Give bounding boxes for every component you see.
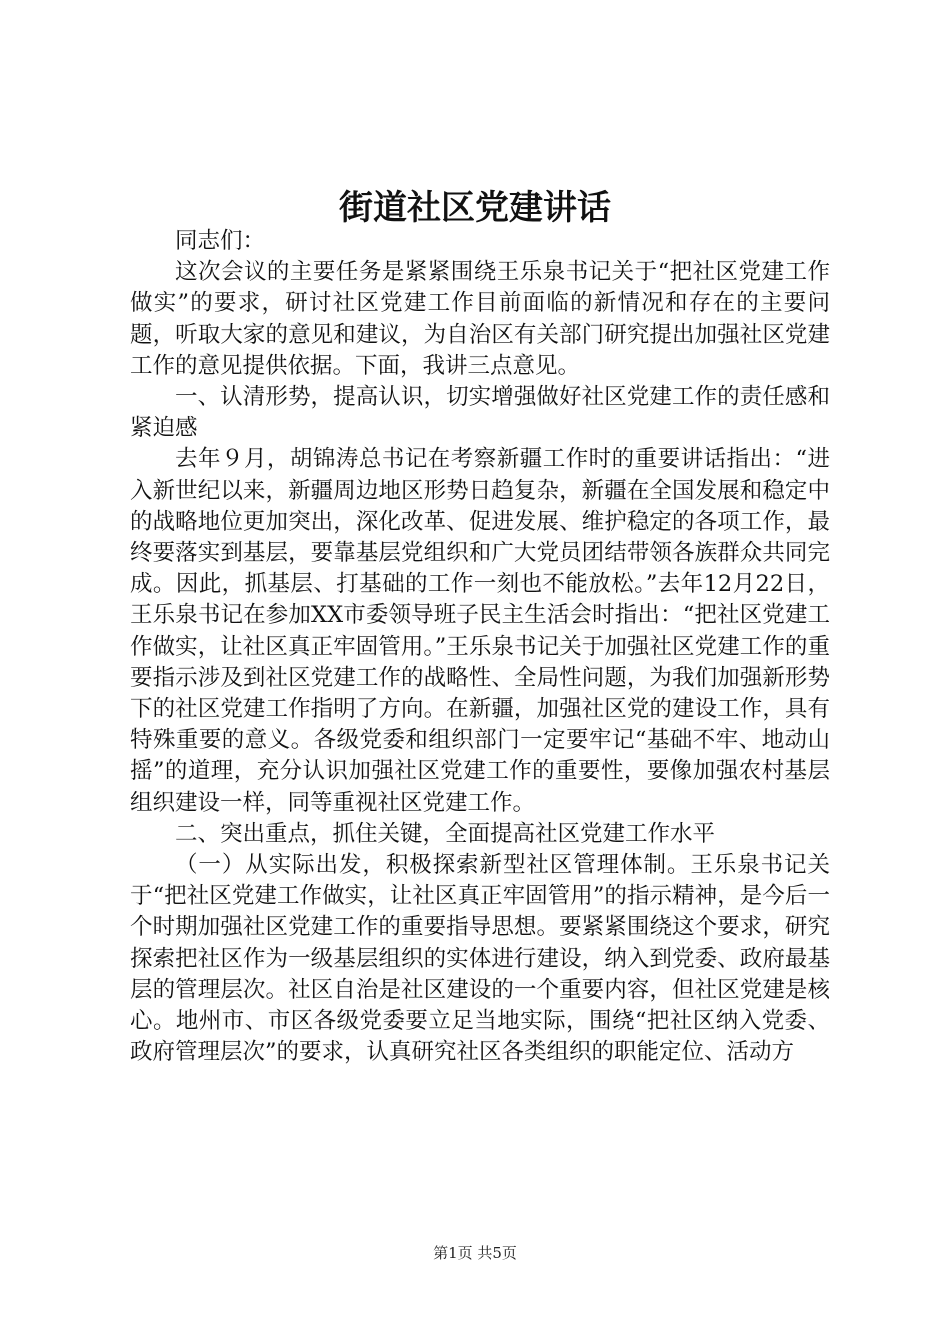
body-paragraph: 去年９月，胡锦涛总书记在考察新疆工作时的重要讲话指出：“进入新世纪以来，新疆周边地区形势日趋复杂，新疆在全国发展和稳定中的战略地位更加突出，深化改革、促进发展、维护稳定的各项工作，最终要落实到基层，要靠基层党组织和广大党员团结带领各族群众共同完成。因此，抓基层、打基础的工作一刻也不能放松。”去年12月22日，王乐泉书记在参加XX市委领导班子民主生活会时指出：“把社区党建工作做实，让社区真正牢固管用。”王乐泉书记关于加强社区党建工作的重要指示涉及到社区党建工作的战略性、全局性问题，为我们加强新形势下的社区党建工作指明了方向。在新疆，加强社区党的建设工作，具有特殊重要的意义。各级党委和组织部门一定要牢记“基础不牢、地动山摇”的道理，充分认识加强社区党建工作的重要性，要像加强农村基层组织建设一样，同等重视社区党建工作。: [130, 446, 830, 816]
body-paragraph: （一）从实际出发，积极探索新型社区管理体制。王乐泉书记关于“把社区党建工作做实，让社区真正牢固管用”的指示精神，是今后一个时期加强社区党建工作的重要指导思想。要紧紧围绕这个要求，研究探索把社区作为一级基层组织的实体进行建设，纳入到党委、政府最基层的管理层次。社区自治是社区建设的一个重要内容，但社区党建是核心。地州市、市区各级党委要立足当地实际，围绕“把社区纳入党委、政府管理层次”的要求，认真研究社区各类组织的职能定位、活动方: [130, 852, 830, 1066]
document-body: [130, 226, 830, 1068]
salutation-paragraph: 同志们：: [175, 228, 266, 254]
intro-paragraph: 这次会议的主要任务是紧紧围绕王乐泉书记关于“把社区党建工作做实”的要求，研讨社区党建工作目前面临的新情况和存在的主要问题，听取大家的意见和建议，为自治区有关部门研究提出加强社区党建工作的意见提供依据。下面，我讲三点意见。: [130, 259, 830, 379]
page-number-footer: 第1页 共5页: [433, 1244, 517, 1262]
document-title: 街道社区党建讲话: [339, 188, 611, 228]
section-heading-1: 一、认清形势，提高认识，切实增强做好社区党建工作的责任感和紧迫感: [130, 384, 830, 442]
section-heading-2: 二、突出重点，抓住关键，全面提高社区党建工作水平: [175, 820, 716, 847]
